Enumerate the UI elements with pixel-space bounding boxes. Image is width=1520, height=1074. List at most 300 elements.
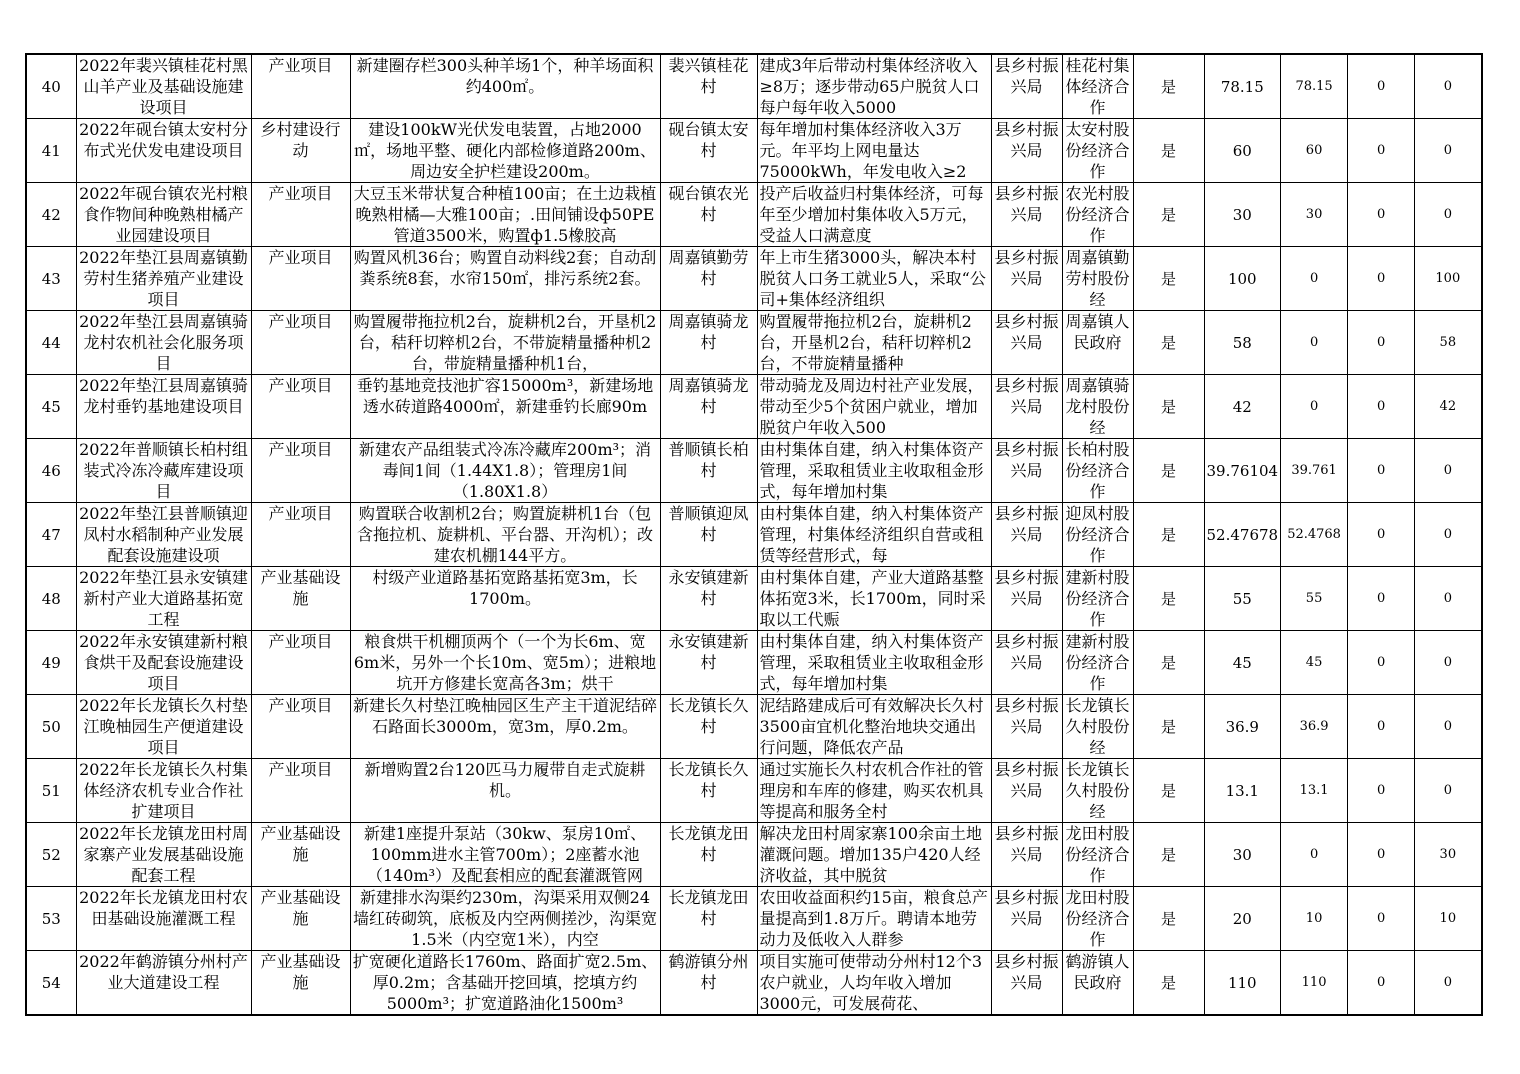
construction-content	[350, 247, 660, 311]
fund-amount-1-value: 52.4768	[1287, 527, 1341, 542]
construction-content-text	[353, 951, 658, 1014]
fund-amount-1-text	[1283, 311, 1345, 374]
responsible-department	[991, 375, 1062, 439]
row-number	[26, 503, 76, 567]
fund-amount-2-value: 0	[1376, 847, 1386, 862]
benefit-mechanism-text	[760, 247, 989, 310]
table-row	[26, 247, 1482, 311]
fund-amount-2	[1348, 439, 1415, 503]
project-name-value: 2022年长龙镇龙田村农田基础设施灌溉工程	[79, 888, 248, 928]
project-type-text	[254, 695, 348, 758]
project-type	[251, 247, 350, 311]
fund-amount-3-value: 42	[1439, 399, 1457, 414]
fund-amount-3-text	[1417, 375, 1479, 438]
fund-amount-3-value: 58	[1439, 335, 1457, 350]
fund-amount-3-value: 30	[1439, 847, 1457, 862]
project-location-text	[663, 119, 755, 182]
project-owner	[1062, 951, 1133, 1016]
benefit-mechanism-value: 项目实施可使带动分州村12个3农户就业，人均年收入增加3000元，可发展荷花、	[759, 952, 983, 1013]
fund-amount-2-value: 0	[1376, 207, 1386, 222]
project-type	[251, 439, 350, 503]
construction-content-value: 新建长久村垫江晚柚园区生产主干道泥结碎石路面长3000m，宽3m，厚0.2m。	[352, 696, 657, 736]
fund-amount-2-value: 0	[1376, 463, 1386, 478]
fund-amount-3-value: 0	[1443, 143, 1452, 158]
construction-content-text	[353, 119, 658, 182]
fund-amount-3-text	[1417, 439, 1479, 502]
is-flag	[1133, 247, 1204, 311]
fund-amount-1	[1281, 759, 1348, 823]
fund-amount-2-value: 0	[1376, 911, 1386, 926]
is-flag-text	[1136, 759, 1202, 822]
project-location-value: 长龙镇龙田村	[668, 824, 749, 864]
project-owner-value: 桂花村集体经济合作	[1065, 56, 1130, 117]
total-investment-text	[1207, 375, 1279, 438]
fund-amount-1-value: 110	[1301, 975, 1327, 990]
construction-content-value: 购置联合收割机2台；购置旋耕机1台（包含拖拉机、旋耕机、平台器、开沟机）；改建农机棚144平方。	[356, 504, 653, 565]
is-flag	[1133, 695, 1204, 759]
benefit-mechanism	[757, 759, 991, 823]
project-location-text	[663, 503, 755, 566]
fund-amount-3-text	[1417, 55, 1479, 118]
construction-content	[350, 439, 660, 503]
fund-amount-1-text	[1283, 631, 1345, 694]
fund-amount-1-text	[1283, 183, 1345, 246]
is-flag-text	[1136, 567, 1202, 630]
fund-amount-1	[1281, 631, 1348, 695]
responsible-department	[991, 503, 1062, 567]
benefit-mechanism	[757, 887, 991, 951]
project-name-value: 2022年砚台镇太安村分布式光伏发电建设项目	[79, 120, 248, 160]
table-row	[26, 119, 1482, 183]
benefit-mechanism	[757, 503, 991, 567]
table-row	[26, 567, 1482, 631]
fund-amount-2	[1348, 887, 1415, 951]
construction-content-text	[353, 887, 658, 950]
project-owner-value: 龙田村股份经济合作	[1065, 824, 1130, 885]
project-name	[76, 823, 251, 887]
fund-amount-3	[1415, 375, 1482, 439]
project-name-value: 2022年垫江县普顺镇迎凤村水稻制种产业发展配套设施建设项	[79, 504, 248, 565]
project-location-text	[663, 695, 755, 758]
total-investment-text	[1207, 247, 1279, 310]
fund-amount-2-text	[1350, 695, 1412, 758]
row-number-text	[29, 695, 74, 758]
project-name	[76, 631, 251, 695]
project-owner	[1062, 823, 1133, 887]
is-flag-text	[1136, 695, 1202, 758]
benefit-mechanism	[757, 695, 991, 759]
construction-content-value: 新建1座提升泵站（30kw、泵房10㎡、100mm进水主管700m）；2座蓄水池（140m³）及配套相应的配套灌溉管网	[363, 824, 647, 885]
fund-amount-1-text	[1283, 119, 1345, 182]
fund-amount-1-text	[1283, 439, 1345, 502]
project-name-text	[79, 55, 249, 118]
project-location-value: 永安镇建新村	[668, 632, 749, 672]
table-body	[26, 54, 1482, 1015]
row-number-value: 40	[41, 77, 61, 96]
project-type-value: 产业项目	[268, 440, 333, 459]
project-owner	[1062, 183, 1133, 247]
fund-amount-3-text	[1417, 695, 1479, 758]
fund-amount-1	[1281, 695, 1348, 759]
project-name-text	[79, 503, 249, 566]
total-investment-value: 36.9	[1225, 717, 1259, 736]
total-investment-text	[1207, 631, 1279, 694]
project-location	[660, 439, 757, 503]
project-owner-text	[1065, 247, 1131, 310]
construction-content	[350, 54, 660, 119]
total-investment-text	[1207, 119, 1279, 182]
is-flag-text	[1136, 631, 1202, 694]
project-location-text	[663, 247, 755, 310]
project-type	[251, 503, 350, 567]
responsible-department	[991, 311, 1062, 375]
total-investment-text	[1207, 759, 1279, 822]
project-owner	[1062, 119, 1133, 183]
construction-content-value: 购置履带拖拉机2台，旋耕机2台，开垦机2台，秸秆切粹机2台，不带旋精量播种机2台，带旋精量播种机1台，	[353, 312, 657, 373]
is-flag-text	[1136, 247, 1202, 310]
project-location-value: 砚台镇农光村	[668, 184, 749, 224]
benefit-mechanism-value: 建成3年后带动村集体经济收入≥8万；逐步带动65户脱贫人口每户每年收入5000	[759, 56, 980, 117]
benefit-mechanism-text	[760, 183, 989, 246]
project-name	[76, 54, 251, 119]
benefit-mechanism-value: 解决龙田村周家寨100余亩土地灌溉问题。增加135户420人经济收益，其中脱贫	[759, 824, 983, 885]
responsible-department-value: 县乡村振兴局	[994, 952, 1059, 992]
project-name-text	[79, 567, 249, 630]
fund-amount-1-value: 45	[1305, 655, 1323, 670]
construction-content	[350, 823, 660, 887]
project-location	[660, 759, 757, 823]
responsible-department-text	[994, 247, 1060, 310]
project-name-text	[79, 311, 249, 374]
project-type-text	[254, 951, 348, 1014]
project-location	[660, 54, 757, 119]
construction-content-text	[353, 823, 658, 886]
is-flag-text	[1136, 311, 1202, 374]
row-number-text	[29, 311, 74, 374]
project-name-value: 2022年长龙镇长久村垫江晚柚园生产便道建设项目	[79, 696, 248, 757]
project-type-value: 产业项目	[268, 760, 333, 779]
construction-content-text	[353, 631, 658, 694]
project-location-text	[663, 183, 755, 246]
row-number-text	[29, 247, 74, 310]
project-type	[251, 54, 350, 119]
row-number-value: 50	[41, 717, 61, 736]
project-name-text	[79, 183, 249, 246]
table-row	[26, 631, 1482, 695]
construction-content-value: 扩宽硬化道路长1760m、路面扩宽2.5m、厚0.2m；含基础开挖回填，挖填方约5000m³；扩宽道路油化1500m³	[352, 952, 658, 1013]
row-number-value: 43	[41, 269, 61, 288]
is-flag	[1133, 951, 1204, 1016]
total-investment-text	[1207, 951, 1279, 1014]
construction-content	[350, 311, 660, 375]
is-flag	[1133, 375, 1204, 439]
project-location-text	[663, 439, 755, 502]
fund-amount-1-text	[1283, 503, 1345, 566]
fund-amount-2	[1348, 54, 1415, 119]
project-location-text	[663, 887, 755, 950]
project-name	[76, 183, 251, 247]
project-owner-value: 长龙镇长久村股份经	[1065, 760, 1130, 821]
total-investment-value: 52.47678	[1206, 525, 1279, 544]
fund-amount-1-value: 36.9	[1299, 719, 1329, 734]
fund-amount-1-text	[1283, 951, 1345, 1014]
row-number-text	[29, 375, 74, 438]
project-name	[76, 311, 251, 375]
fund-amount-1	[1281, 823, 1348, 887]
project-type-text	[254, 887, 348, 950]
benefit-mechanism	[757, 375, 991, 439]
project-owner-text	[1065, 951, 1131, 1014]
construction-content	[350, 183, 660, 247]
project-name	[76, 567, 251, 631]
fund-amount-2-text	[1350, 439, 1412, 502]
project-owner-text	[1065, 311, 1131, 374]
responsible-department-value: 县乡村振兴局	[994, 312, 1059, 352]
project-type	[251, 759, 350, 823]
is-flag	[1133, 54, 1204, 119]
project-owner	[1062, 54, 1133, 119]
project-name-value: 2022年砚台镇农光村粮食作物间种晚熟柑橘产业园建设项目	[79, 184, 248, 245]
responsible-department-text	[994, 503, 1060, 566]
benefit-mechanism-text	[760, 503, 989, 566]
fund-amount-2	[1348, 695, 1415, 759]
row-number-text	[29, 631, 74, 694]
table-row	[26, 951, 1482, 1016]
total-investment	[1204, 631, 1281, 695]
fund-amount-1-text	[1283, 55, 1345, 118]
fund-amount-1-value: 0	[1309, 399, 1319, 414]
is-flag	[1133, 311, 1204, 375]
fund-amount-1	[1281, 439, 1348, 503]
total-investment-value: 13.1	[1225, 781, 1259, 800]
fund-amount-2	[1348, 183, 1415, 247]
row-number	[26, 247, 76, 311]
row-number-value: 42	[41, 205, 61, 224]
project-name-text	[79, 375, 249, 438]
fund-amount-2-text	[1350, 55, 1412, 118]
construction-content-value: 村级产业道路基拓宽路基拓宽3m，长1700m。	[372, 568, 638, 608]
project-location	[660, 631, 757, 695]
fund-amount-1-value: 55	[1305, 591, 1323, 606]
fund-amount-3	[1415, 695, 1482, 759]
fund-amount-1-value: 0	[1309, 271, 1319, 286]
is-flag	[1133, 183, 1204, 247]
row-number	[26, 951, 76, 1016]
responsible-department	[991, 631, 1062, 695]
project-name	[76, 887, 251, 951]
is-flag-value: 是	[1160, 974, 1176, 992]
project-owner	[1062, 759, 1133, 823]
project-location-text	[663, 823, 755, 886]
benefit-mechanism	[757, 823, 991, 887]
fund-amount-3	[1415, 887, 1482, 951]
is-flag-value: 是	[1160, 846, 1176, 864]
responsible-department-value: 县乡村振兴局	[994, 56, 1059, 96]
is-flag-value: 是	[1160, 910, 1176, 928]
total-investment-value: 100	[1227, 269, 1257, 288]
responsible-department	[991, 247, 1062, 311]
fund-amount-3-text	[1417, 759, 1479, 822]
project-location-value: 裴兴镇桂花村	[668, 56, 749, 96]
project-type	[251, 567, 350, 631]
fund-amount-2-text	[1350, 567, 1412, 630]
total-investment-text	[1207, 695, 1279, 758]
construction-content	[350, 951, 660, 1016]
fund-amount-3	[1415, 631, 1482, 695]
project-owner-text	[1065, 375, 1131, 438]
project-type	[251, 695, 350, 759]
responsible-department-text	[994, 375, 1060, 438]
total-investment-value: 110	[1227, 973, 1257, 992]
project-location-value: 周嘉镇骑龙村	[668, 312, 749, 352]
row-number-text	[29, 759, 74, 822]
project-location	[660, 567, 757, 631]
table-row	[26, 503, 1482, 567]
benefit-mechanism	[757, 439, 991, 503]
project-type-value: 产业基础设施	[260, 568, 341, 608]
project-owner-value: 建新村股份经济合作	[1065, 568, 1130, 629]
project-location-value: 周嘉镇勤劳村	[668, 248, 749, 288]
project-owner-text	[1065, 183, 1131, 246]
construction-content-value: 购置风机36台；购置自动料线2套；自动刮粪系统8套，水帘150㎡，排污系统2套。	[353, 248, 657, 288]
fund-amount-2-value: 0	[1376, 143, 1386, 158]
project-owner-value: 农光村股份经济合作	[1065, 184, 1130, 245]
benefit-mechanism-text	[760, 55, 989, 118]
table-row	[26, 54, 1482, 119]
project-location-text	[663, 951, 755, 1014]
construction-content-value: 新建排水沟渠约230m，沟渠采用双侧24墙红砖砌筑，底板及内空两侧搓沙，沟渠宽1.5米（内空宽1米），内空	[352, 888, 657, 949]
responsible-department-value: 县乡村振兴局	[994, 376, 1059, 416]
total-investment-value: 60	[1232, 141, 1252, 160]
responsible-department-value: 县乡村振兴局	[994, 248, 1059, 288]
project-owner	[1062, 695, 1133, 759]
project-name-value: 2022年鹤游镇分州村产业大道建设工程	[79, 952, 248, 992]
project-location	[660, 503, 757, 567]
project-owner-value: 长龙镇长久村股份经	[1065, 696, 1130, 757]
benefit-mechanism	[757, 54, 991, 119]
table-row	[26, 183, 1482, 247]
project-owner-text	[1065, 503, 1131, 566]
responsible-department	[991, 887, 1062, 951]
total-investment	[1204, 951, 1281, 1016]
table-row	[26, 311, 1482, 375]
project-type	[251, 823, 350, 887]
fund-amount-1	[1281, 951, 1348, 1016]
fund-amount-1	[1281, 54, 1348, 119]
benefit-mechanism	[757, 311, 991, 375]
responsible-department-value: 县乡村振兴局	[994, 824, 1059, 864]
construction-content-value: 建设100kW光伏发电装置，占地2000㎡，场地平整、硬化内部检修道路200m、周边安全护栏建设200m。	[354, 120, 656, 181]
project-owner-text	[1065, 567, 1131, 630]
benefit-mechanism	[757, 951, 991, 1016]
row-number	[26, 119, 76, 183]
fund-amount-1	[1281, 375, 1348, 439]
total-investment	[1204, 503, 1281, 567]
is-flag	[1133, 887, 1204, 951]
total-investment-value: 30	[1232, 205, 1252, 224]
benefit-mechanism-text	[760, 119, 989, 182]
row-number-text	[29, 183, 74, 246]
project-location-value: 长龙镇长久村	[668, 760, 749, 800]
fund-amount-2	[1348, 247, 1415, 311]
fund-amount-2-text	[1350, 823, 1412, 886]
fund-amount-1	[1281, 887, 1348, 951]
project-owner-value: 迎凤村股份经济合作	[1065, 504, 1130, 565]
total-investment	[1204, 887, 1281, 951]
responsible-department-value: 县乡村振兴局	[994, 184, 1059, 224]
responsible-department-text	[994, 951, 1060, 1014]
fund-amount-2-text	[1350, 887, 1412, 950]
project-type-value: 产业基础设施	[260, 952, 341, 992]
project-table	[25, 53, 1483, 1016]
project-location-text	[663, 311, 755, 374]
row-number-value: 49	[41, 653, 61, 672]
project-name-text	[79, 887, 249, 950]
fund-amount-2-text	[1350, 631, 1412, 694]
project-name	[76, 439, 251, 503]
project-owner-text	[1065, 887, 1131, 950]
project-name	[76, 247, 251, 311]
table-row	[26, 887, 1482, 951]
responsible-department-text	[994, 759, 1060, 822]
is-flag-value: 是	[1160, 590, 1176, 608]
fund-amount-1-text	[1283, 823, 1345, 886]
project-type-text	[254, 311, 348, 374]
construction-content	[350, 695, 660, 759]
construction-content-text	[353, 311, 658, 374]
project-location-text	[663, 55, 755, 118]
total-investment-value: 58	[1232, 333, 1252, 352]
fund-amount-3	[1415, 183, 1482, 247]
project-location-value: 鹤游镇分州村	[668, 952, 749, 992]
fund-amount-3-text	[1417, 567, 1479, 630]
benefit-mechanism-value: 每年增加村集体经济收入3万元。年平均上网电量达75000kWh，年发电收入≥2	[759, 120, 967, 181]
is-flag	[1133, 439, 1204, 503]
total-investment-text	[1207, 439, 1279, 502]
table-row	[26, 823, 1482, 887]
fund-amount-2-value: 0	[1376, 335, 1386, 350]
construction-content-text	[353, 695, 658, 758]
is-flag-text	[1136, 951, 1202, 1014]
fund-amount-1-value: 0	[1309, 847, 1319, 862]
row-number	[26, 887, 76, 951]
project-owner	[1062, 887, 1133, 951]
project-location	[660, 887, 757, 951]
fund-amount-2	[1348, 119, 1415, 183]
is-flag	[1133, 503, 1204, 567]
fund-amount-3-text	[1417, 119, 1479, 182]
project-location-text	[663, 567, 755, 630]
responsible-department	[991, 823, 1062, 887]
responsible-department-value: 县乡村振兴局	[994, 696, 1059, 736]
responsible-department-text	[994, 567, 1060, 630]
row-number-text	[29, 567, 74, 630]
total-investment-value: 39.76104	[1206, 461, 1279, 480]
fund-amount-1-text	[1283, 375, 1345, 438]
project-owner-text	[1065, 695, 1131, 758]
project-name-value: 2022年垫江县周嘉镇勤劳村生猪养殖产业建设项目	[79, 248, 248, 309]
row-number-text	[29, 887, 74, 950]
fund-amount-1-value: 30	[1305, 207, 1323, 222]
row-number-text	[29, 951, 74, 1014]
fund-amount-3	[1415, 247, 1482, 311]
construction-content	[350, 567, 660, 631]
fund-amount-3-value: 0	[1443, 463, 1452, 478]
fund-amount-3-text	[1417, 631, 1479, 694]
fund-amount-2	[1348, 951, 1415, 1016]
is-flag-value: 是	[1160, 206, 1176, 224]
project-type-text	[254, 759, 348, 822]
